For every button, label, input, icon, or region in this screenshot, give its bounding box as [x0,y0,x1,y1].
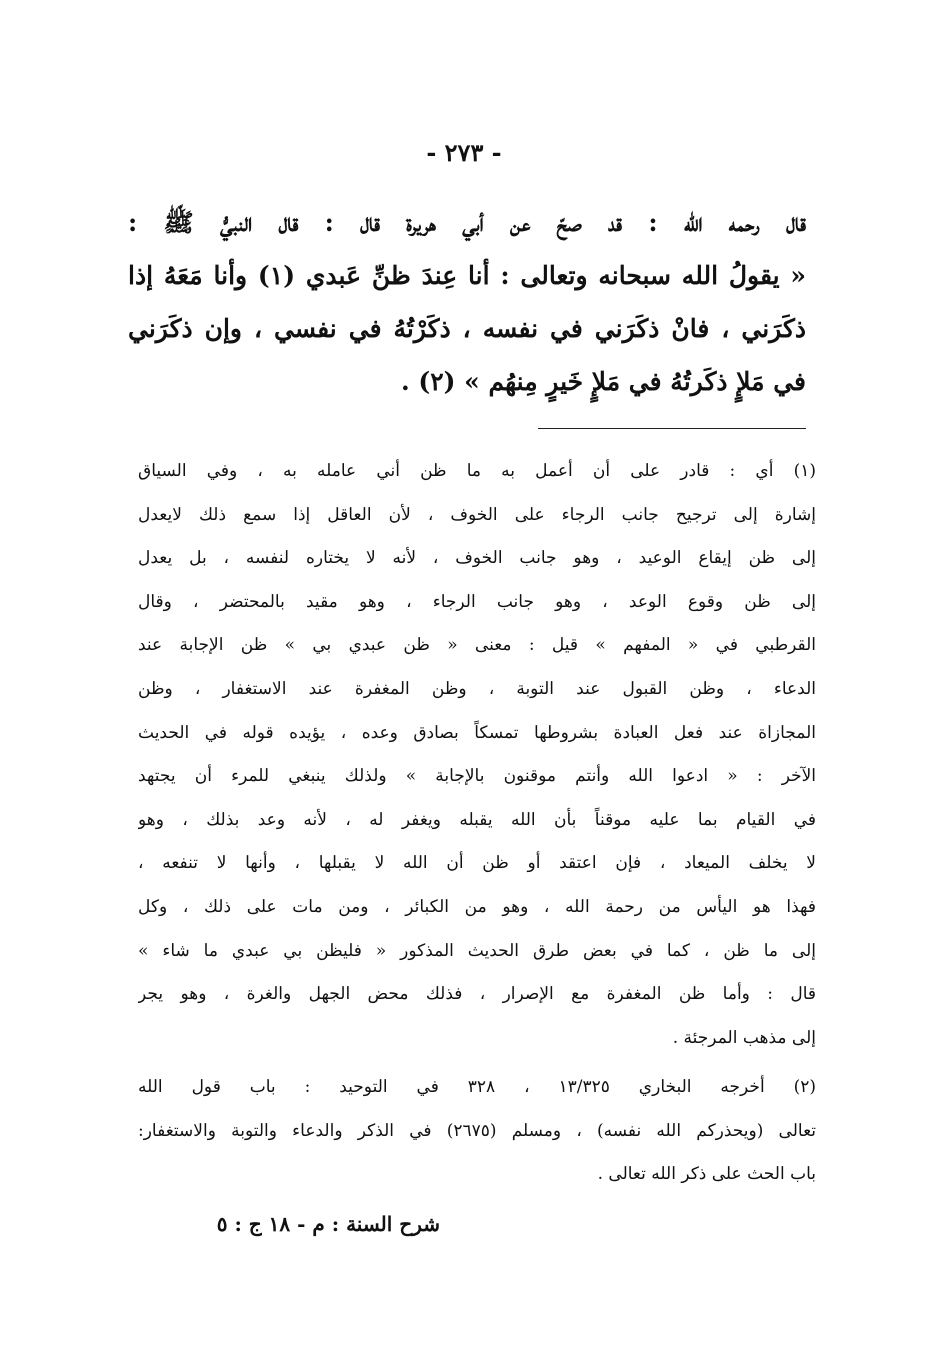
footnote-divider [538,428,806,429]
footnote-line: لا يخلف الميعاد ، فإن اعتقد أو ظن أن الله لا يقبلها ، وأنها لا تنفعه ، [138,853,816,874]
footnote-line: الآخر : « ادعوا الله وأنتم موقنون بالإجابة » ولذلك ينبغي للمرء أن يجتهد [138,766,816,787]
footnote-line: الدعاء ، وظن القبول عند التوبة ، وظن المغفرة عند الاستغفار ، وظن [138,678,816,699]
footnote-line: إلى ظن وقوع الوعد ، وهو جانب الرجاء ، وهو مقيد بالمحتضر ، وقال [138,591,816,612]
volume-signature: شرح السنة : م - ١٨ ج : ٥ [216,1212,440,1236]
footnote-line: إلى ظن إيقاع الوعيد ، وهو جانب الخوف ، لأنه لا يختاره لنفسه ، بل يعدل [138,548,816,569]
footnote-line: إلى مذهب المرجئة . [672,1027,816,1048]
hadith-line: ذكَرَني ، فانْ ذكَرَني في نفسه ، ذكَرْتُهُ في نفسي ، وإن ذكَرَني [128,314,806,343]
footnote-line: إلى ما ظن ، كما في بعض طرق الحديث المذكور « فليظن بي عبدي ما شاء » [138,940,816,961]
footnote-line: (٢) أخرجه البخاري ١٣/٣٢٥ ، ٣٢٨ في التوحيد : باب قول الله [138,1077,816,1097]
footnote-line: القرطبي في « المفهم » قيل : معنى « ظن عبدي بي » ظن الإجابة عند [138,635,816,656]
footnote-2 [138,1066,816,1197]
hadith-text [128,196,806,408]
hadith-line: قال رحمه الله : قد صحّ عن أبي هريرة قال : قال النبيُّ ﷺ : [128,208,806,237]
footnote-line: إشارة إلى ترجيح جانب الرجاء على الخوف ، لأن العاقل إذا سمع ذلك لايعدل [138,504,816,525]
footnote-line: (١) أي : قادر على أن أعمل به ما ظن أني عامله به ، وفي السياق [138,461,816,481]
footnote-line: تعالى (ويحذركم الله نفسه) ، ومسلم (٢٦٧٥) في الذكر والدعاء والتوبة والاستغفار: [138,1120,816,1141]
page-number: - ٢٧٣ - [426,138,502,167]
footnote-line: المجازاة عند فعل العبادة بشروطها تمسكاً بصادق وعده ، يؤيده قوله في الحديث [138,722,816,743]
hadith-line: في مَلإٍ ذكَرتُهُ في مَلإٍ خَيرٍ مِنهُم » (٢) . [400,367,806,396]
footnote-line: باب الحث على ذكر الله تعالى . [597,1164,816,1185]
footnote-line: قال : وأما ظن المغفرة مع الإصرار ، فذلك محض الجهل والغرة ، وهو يجر [138,984,816,1005]
footnote-1 [138,450,816,1060]
footnote-line: فهذا هو اليأس من رحمة الله ، وهو من الكبائر ، ومن مات على ذلك ، وكل [138,896,816,917]
hadith-line: « يقولُ الله سبحانه وتعالى : أنا عِندَ ظنِّ عَبدي (١) وأنا مَعَهُ إذا [128,261,806,290]
footnote-line: في القيام بما عليه موقناً بأن الله يقبله ويغفر له ، لأنه وعد بذلك ، وهو [138,809,816,830]
